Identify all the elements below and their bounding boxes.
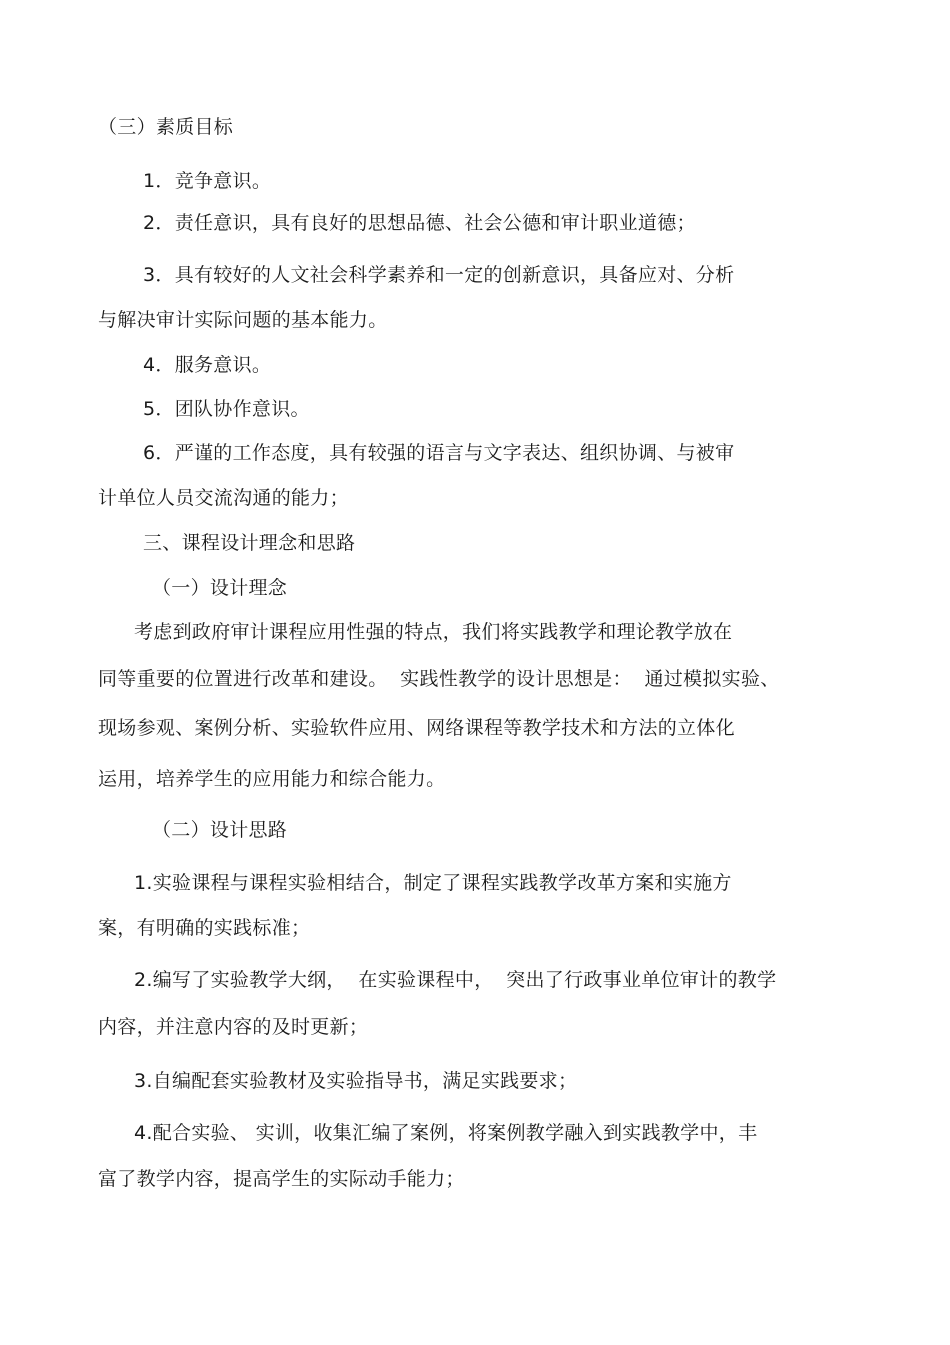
list-item: 2．责任意识，具有良好的思想品德、社会公德和审计职业道德； [143,212,696,234]
list-item: 5．团队协作意识。 [143,398,310,420]
list-item: 2.编写了实验教学大纲， 在实验课程中， 突出了行政事业单位审计的教学 [134,969,777,991]
list-item-continuation: 案，有明确的实践标准； [98,917,311,939]
list-item: 3．具有较好的人文社会科学素养和一定的创新意识，具备应对、分析 [143,264,735,286]
section-title: 三、课程设计理念和思路 [143,532,356,554]
list-item: 4．服务意识。 [143,354,272,376]
heading-quality-goals: （三）素质目标 [98,116,234,138]
subsection-title: （二）设计思路 [152,819,288,841]
list-item: 1.实验课程与课程实验相结合，制定了课程实践教学改革方案和实施方 [134,872,732,894]
list-item: 3.自编配套实验教材及实验指导书，满足实践要求； [134,1070,578,1092]
paragraph-line: 考虑到政府审计课程应用性强的特点，我们将实践教学和理论教学放在 [134,621,733,643]
list-item-continuation: 计单位人员交流沟通的能力； [98,487,349,509]
list-item: 1．竞争意识。 [143,170,272,192]
list-item-continuation: 与解决审计实际问题的基本能力。 [98,309,388,331]
list-item: 4.配合实验、 实训，收集汇编了案例，将案例教学融入到实践教学中，丰 [134,1122,758,1144]
paragraph-line: 运用，培养学生的应用能力和综合能力。 [98,768,446,790]
list-item-continuation: 内容，并注意内容的及时更新； [98,1016,369,1038]
list-item: 6．严谨的工作态度，具有较强的语言与文字表达、组织协调、与被审 [143,442,735,464]
subsection-title: （一）设计理念 [152,577,288,599]
paragraph-line: 现场参观、案例分析、实验软件应用、网络课程等教学技术和方法的立体化 [98,717,735,739]
list-item-continuation: 富了教学内容，提高学生的实际动手能力； [98,1168,465,1190]
paragraph-line: 同等重要的位置进行改革和建设。 实践性教学的设计思想是： 通过模拟实验、 [98,668,780,690]
